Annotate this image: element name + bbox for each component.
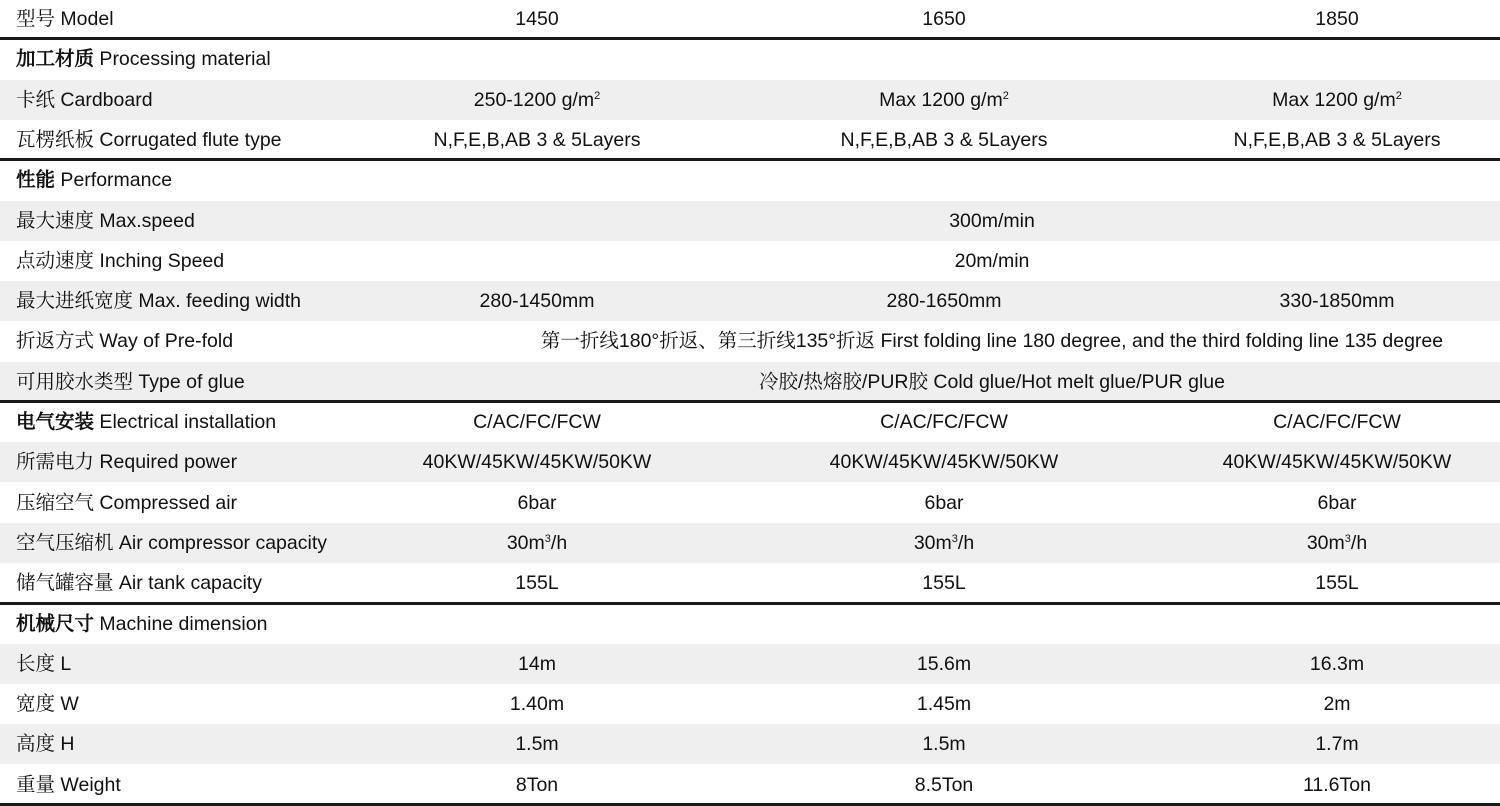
value-all-models: 20m/min [954,249,1030,272]
table-row [0,644,1500,684]
value-model-2: N,F,E,B,AB 3 & 5Layers [840,128,1048,151]
table-row [0,0,1500,39]
table-row [0,80,1500,120]
table-row [0,362,1500,402]
row-label: 瓦楞纸板 Corrugated flute type [16,128,282,151]
table-row [0,120,1500,160]
row-label: 可用胶水类型 Type of glue [16,370,245,393]
section-title-en: Processing material [94,48,271,71]
row-label: 长度 L [16,652,72,675]
section-header-row [0,39,1500,79]
value-model-3: C/AC/FC/FCW [1273,411,1401,433]
value-model-2: 15.6m [916,652,972,675]
row-label: 折返方式 Way of Pre-fold [16,330,234,353]
row-label: 卡纸 Cardboard [16,88,153,111]
row-label: 压缩空气 Compressed air [16,491,238,514]
value-model-1: 155L [515,572,559,595]
table-row [0,241,1500,281]
value-all-models: 冷胶/热熔胶/PUR胶 Cold glue/Hot melt glue/PUR glue [759,370,1225,393]
section-title [16,402,276,442]
value-model-2: 280-1650mm [886,290,1002,313]
section-title-cn: 加工材质 [16,48,95,71]
value-model-1: 40KW/45KW/45KW/50KW [422,451,652,474]
value-all-models: 300m/min [949,209,1035,232]
row-label: 点动速度 Inching Speed [16,249,225,272]
row-label: 最大进纸宽度 Max. feeding width [16,290,302,313]
row-label: 所需电力 Required power [16,451,238,474]
value-model-2: Max 1200 $g/m^2$ [879,88,1009,111]
row-label: 高度 H [16,733,75,756]
value-model-3: 40KW/45KW/45KW/50KW [1222,451,1452,474]
section-header-row [0,604,1500,644]
row-label: 最大速度 Max.speed [16,209,195,232]
value-model-2: 155L [922,572,966,595]
table-row [0,563,1500,603]
value-model-3: 11.6Ton [1303,773,1371,796]
row-label: 重量 Weight [16,773,121,796]
value-model-2: C/AC/FC/FCW [880,411,1008,433]
section-title-cn: 性能 [16,169,56,192]
row-label: 空气压缩机 Air compressor capacity [16,531,327,554]
value-model-1: $30m^3/h$ [506,531,568,554]
section-header-row [0,160,1500,200]
value-model-3: $30m^3/h$ [1306,531,1368,554]
value-model-1: 250-1200 $g/m^2$ [473,88,601,111]
table-row [0,321,1500,361]
row-label: 宽度 W [16,693,79,716]
value-model-1: 1450 [515,8,559,30]
value-model-1: 6bar [517,491,557,514]
value-model-1: 14m [518,652,556,675]
value-model-2: 1650 [922,8,966,30]
table-row [0,281,1500,321]
value-model-2: $30m^3/h$ [913,531,975,554]
value-model-2: 8.5Ton [914,773,974,796]
section-title-cn: 机械尺寸 [16,612,95,635]
value-model-3: 1.7m [1315,733,1359,756]
value-model-3: 1850 [1315,8,1359,30]
value-model-3: Max 1200 $g/m^2$ [1272,88,1402,111]
table-row [0,684,1500,724]
section-title [16,160,172,200]
row-label: 型号 Model [16,8,114,30]
section-title-en: Electrical installation [94,411,277,433]
table-row [0,724,1500,764]
value-model-1: 8Ton [515,773,559,796]
section-title-cn: 电气安装 [16,411,95,433]
table-row [0,523,1500,563]
table-row [0,442,1500,482]
value-model-3: N,F,E,B,AB 3 & 5Layers [1233,128,1441,151]
value-model-2: 1.45m [916,693,972,716]
value-model-3: 2m [1323,693,1351,716]
value-model-2: 40KW/45KW/45KW/50KW [829,451,1059,474]
value-model-1: 1.5m [515,733,559,756]
value-model-1: N,F,E,B,AB 3 & 5Layers [433,128,641,151]
value-model-1: 1.40m [509,693,565,716]
section-title-en: Machine dimension [94,612,268,635]
value-model-2: 1.5m [922,733,966,756]
table-row [0,765,1500,805]
value-model-2: 6bar [924,491,964,514]
value-model-1: 280-1450mm [479,290,595,313]
value-model-3: 6bar [1317,491,1357,514]
section-header-row [0,402,1500,442]
value-model-3: 16.3m [1309,652,1365,675]
section-title [16,604,267,644]
section-title [16,39,271,79]
table-row [0,483,1500,523]
section-title-en: Performance [55,169,173,192]
value-all-models: 第一折线180°折返、第三折线135°折返 First folding line 180 degree, and the third folding line 135 degree [540,330,1444,353]
value-model-1: C/AC/FC/FCW [473,411,601,433]
table-row [0,201,1500,241]
value-model-3: 330-1850mm [1279,290,1395,313]
value-model-3: 155L [1315,572,1359,595]
row-label: 储气罐容量 Air tank capacity [16,572,262,595]
